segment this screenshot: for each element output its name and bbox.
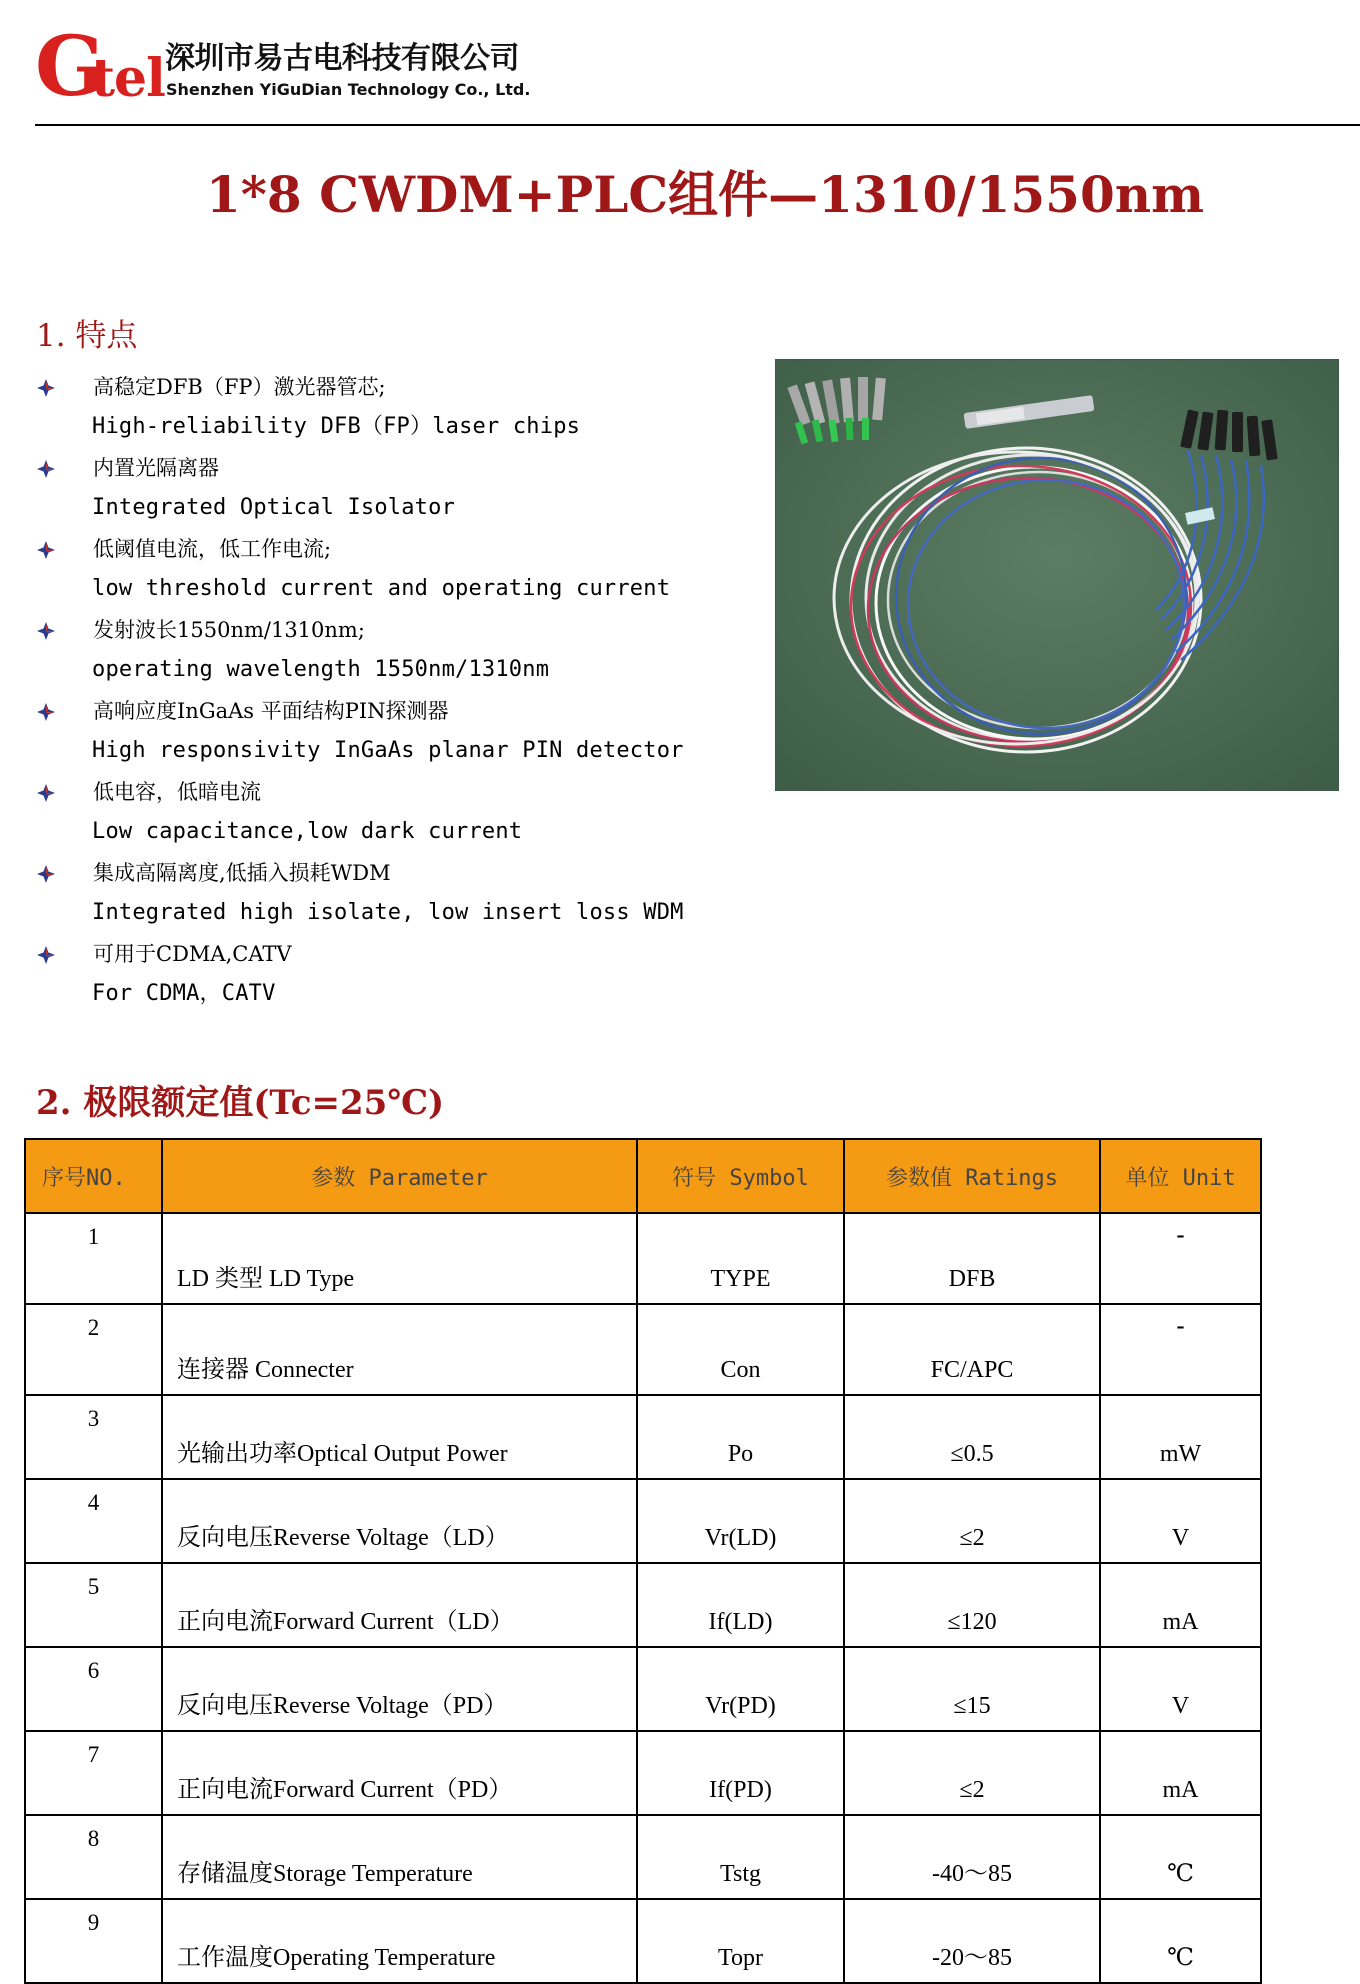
cell-no: 4	[25, 1479, 162, 1563]
cell-symbol: If(LD)	[637, 1563, 844, 1647]
cell-no: 2	[25, 1304, 162, 1395]
cell-symbol: TYPE	[637, 1213, 844, 1304]
four-point-arrow-bullet-icon	[36, 702, 56, 722]
company-name-cn: 深圳市易古电科技有限公司	[165, 41, 519, 76]
column-header-ratings: 参数值 Ratings	[844, 1139, 1100, 1213]
cell-parameter: 光输出功率Optical Output Power	[162, 1395, 637, 1479]
cell-symbol: Vr(LD)	[637, 1479, 844, 1563]
feature-text-en: Integrated high isolate, low insert loss WDM	[92, 900, 684, 925]
cell-no: 8	[25, 1815, 162, 1899]
four-point-arrow-bullet-icon	[36, 459, 56, 479]
feature-item	[36, 779, 736, 860]
cell-no: 5	[25, 1563, 162, 1647]
column-header-parameter: 参数 Parameter	[162, 1139, 637, 1213]
column-header-no: 序号NO.	[25, 1139, 162, 1213]
header-divider	[35, 124, 1360, 126]
cell-rating: ≤0.5	[844, 1395, 1100, 1479]
feature-text-cn: 发射波长1550nm/1310nm;	[93, 618, 365, 642]
cell-no: 1	[25, 1213, 162, 1304]
feature-text-en: High responsivity InGaAs planar PIN detector	[92, 738, 684, 763]
cell-no: 6	[25, 1647, 162, 1731]
cell-unit: mA	[1100, 1731, 1261, 1815]
feature-item	[36, 536, 736, 617]
cell-unit: -	[1100, 1213, 1261, 1304]
company-name-en: Shenzhen YiGuDian Technology Co., Ltd.	[166, 80, 531, 99]
cell-no: 7	[25, 1731, 162, 1815]
four-point-arrow-bullet-icon	[36, 540, 56, 560]
cell-unit: V	[1100, 1479, 1261, 1563]
feature-item	[36, 617, 736, 698]
cell-rating: -20～85	[844, 1899, 1100, 1983]
feature-text-cn: 可用于CDMA,CATV	[93, 942, 292, 966]
features-section-title: 1. 特点	[36, 318, 138, 354]
cell-no: 9	[25, 1899, 162, 1983]
feature-text-en: For CDMA，CATV	[92, 981, 276, 1006]
table-row	[25, 1395, 1261, 1479]
cell-rating: ≤2	[844, 1479, 1100, 1563]
feature-text-en: Integrated Optical Isolator	[92, 495, 456, 520]
four-point-arrow-bullet-icon	[36, 864, 56, 884]
feature-text-cn: 高响应度InGaAs 平面结构PIN探测器	[93, 699, 449, 723]
cell-rating: ≤120	[844, 1563, 1100, 1647]
feature-item	[36, 698, 736, 779]
absolute-ratings-section-title: 2. 极限额定值(Tc=25℃)	[36, 1083, 445, 1123]
product-photo	[775, 359, 1339, 791]
cell-symbol: Con	[637, 1304, 844, 1395]
cell-parameter: 存储温度Storage Temperature	[162, 1815, 637, 1899]
feature-text-en: operating wavelength 1550nm/1310nm	[92, 657, 550, 682]
feature-item	[36, 374, 736, 455]
feature-text-cn: 内置光隔离器	[93, 456, 219, 480]
table-row	[25, 1815, 1261, 1899]
table-row	[25, 1647, 1261, 1731]
column-header-unit: 单位 Unit	[1100, 1139, 1261, 1213]
four-point-arrow-bullet-icon	[36, 945, 56, 965]
cell-parameter: 连接器 Connecter	[162, 1304, 637, 1395]
feature-text-cn: 集成高隔离度,低插入损耗WDM	[93, 861, 391, 885]
cell-symbol: Vr(PD)	[637, 1647, 844, 1731]
feature-list	[36, 374, 736, 1022]
cell-parameter: 正向电流Forward Current（LD）	[162, 1563, 637, 1647]
cell-unit: mA	[1100, 1563, 1261, 1647]
column-header-symbol: 符号 Symbol	[637, 1139, 844, 1213]
table-row	[25, 1563, 1261, 1647]
cell-parameter: 反向电压Reverse Voltage（PD）	[162, 1647, 637, 1731]
logo-letter-g: G	[35, 19, 104, 115]
cell-unit: ℃	[1100, 1899, 1261, 1983]
cell-parameter: LD 类型 LD Type	[162, 1213, 637, 1304]
absolute-ratings-table	[24, 1138, 1262, 1984]
cell-rating: ≤2	[844, 1731, 1100, 1815]
feature-text-en: Low capacitance,low dark current	[92, 819, 523, 844]
cell-rating: -40～85	[844, 1815, 1100, 1899]
cell-unit: mW	[1100, 1395, 1261, 1479]
table-header-row	[25, 1139, 1261, 1213]
four-point-arrow-bullet-icon	[36, 621, 56, 641]
table-row	[25, 1213, 1261, 1304]
cell-symbol: If(PD)	[637, 1731, 844, 1815]
cell-parameter: 正向电流Forward Current（PD）	[162, 1731, 637, 1815]
feature-text-cn: 低阈值电流，低工作电流;	[93, 537, 332, 561]
feature-text-en: High-reliability DFB（FP）laser chips	[92, 414, 581, 439]
cell-rating: ≤15	[844, 1647, 1100, 1731]
four-point-arrow-bullet-icon	[36, 378, 56, 398]
table-row	[25, 1304, 1261, 1395]
cell-symbol: Tstg	[637, 1815, 844, 1899]
logo-text-tel: tel	[91, 48, 165, 109]
cell-rating: DFB	[844, 1213, 1100, 1304]
cell-rating: FC/APC	[844, 1304, 1100, 1395]
cell-unit: ℃	[1100, 1815, 1261, 1899]
table-row	[25, 1731, 1261, 1815]
document-title: 1*8 CWDM+PLC组件—1310/1550nm	[205, 165, 1205, 224]
cell-parameter: 工作温度Operating Temperature	[162, 1899, 637, 1983]
feature-item	[36, 941, 736, 1022]
fiber-pigtails-illustration	[776, 360, 1338, 790]
cell-unit: V	[1100, 1647, 1261, 1731]
feature-text-en: low threshold current and operating current	[92, 576, 671, 601]
cell-symbol: Po	[637, 1395, 844, 1479]
cell-no: 3	[25, 1395, 162, 1479]
table-row	[25, 1479, 1261, 1563]
cell-symbol: Topr	[637, 1899, 844, 1983]
feature-item	[36, 860, 736, 941]
feature-item	[36, 455, 736, 536]
cell-parameter: 反向电压Reverse Voltage（LD）	[162, 1479, 637, 1563]
feature-text-cn: 高稳定DFB（FP）激光器管芯;	[93, 375, 386, 399]
feature-text-cn: 低电容，低暗电流	[93, 780, 261, 804]
cell-unit: -	[1100, 1304, 1261, 1395]
four-point-arrow-bullet-icon	[36, 783, 56, 803]
